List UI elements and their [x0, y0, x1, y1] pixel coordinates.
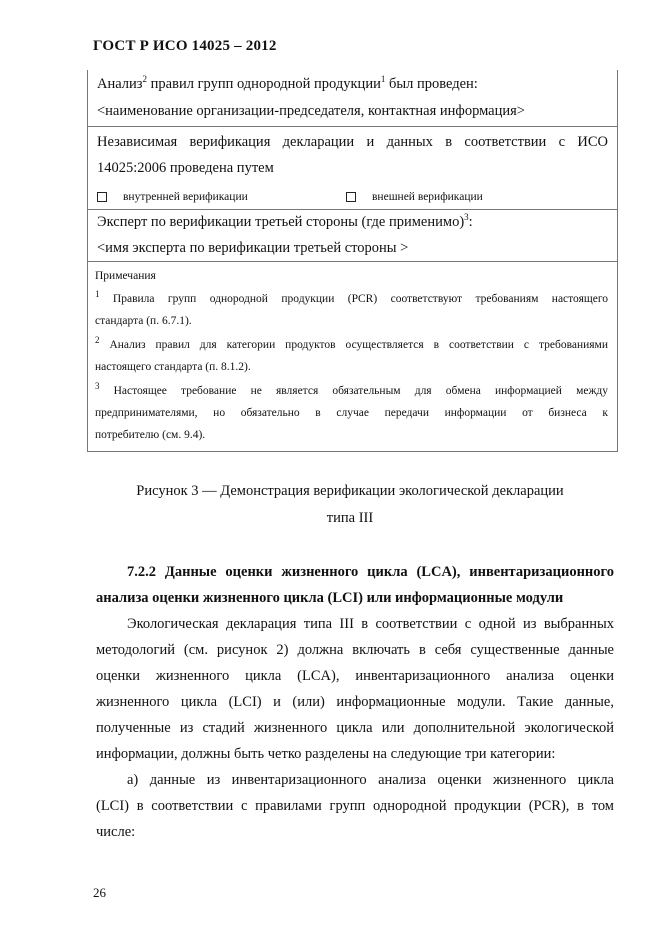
page-number: 26 — [93, 885, 106, 900]
note-3-line-1: $^3$ Настоящее требование не является обязательным для обмена информацией между — [95, 381, 608, 397]
review-line: Анализ$^2$ правил групп однородной продукции$^1$ был проведен: — [97, 74, 478, 92]
note-1-line-2: стандарта (п. 6.7.1). — [95, 315, 192, 327]
figure-caption-line-2: типа III — [326, 510, 374, 526]
figure-caption-line-1: Рисунок 3 — Демонстрация верификации экологической декларации — [136, 483, 564, 499]
expert-name-placeholder: <имя эксперта по верификации третьей стороны > — [97, 240, 409, 256]
note-3-line-3: потребителю (см. 9.4). — [95, 429, 206, 441]
notes-box — [87, 262, 618, 452]
organization-placeholder: <наименование организации-председателя, контактная информация> — [97, 103, 525, 119]
notes-title: Примечания — [95, 270, 156, 282]
internal-verification-option[interactable]: внутренней верификации — [97, 191, 248, 203]
standard-reference-line: 14025:2006 проведена путем — [97, 160, 274, 176]
note-2-line-1: $^2$ Анализ правил для категории продуктов осуществляется в соответствии с требованиями — [95, 335, 608, 351]
external-verification-option[interactable]: внешней верификации — [346, 191, 483, 203]
note-3-line-2: предпринимателями, но обязательно в случае передачи информации от бизнеса к — [95, 407, 608, 419]
external-verification-checkbox[interactable] — [346, 192, 356, 202]
verification-box-expert — [87, 210, 618, 262]
divider — [88, 126, 617, 127]
document-header: ГОСТ Р ИСО 14025 – 2012 — [93, 38, 277, 54]
paragraph-1: Экологическая декларация типа III в соответствии с одной из выбранных методологий (см. рисунок 2) должна включать в себя существенные данные оценки жизненного цикла (LCA), инвентаризационного анализа оценки жизненного цикла (LCI) и (или) информационные модули. Такие данные, полученные из стадий жизненного цикла или дополнительной экологической информации, должны быть четко разделены на следующие три категории: — [96, 616, 614, 762]
section-heading: 7.2.2 Данные оценки жизненного цикла (LCA), инвентаризационного анализа оценки жизненного цикла (LCI) или информационные модули — [96, 564, 614, 606]
verification-box-review — [87, 70, 618, 210]
paragraph-2: а) данные из инвентаризационного анализа оценки жизненного цикла (LCI) в соответствии с правилами групп однородной продукции (PCR), в том числе: — [96, 772, 614, 840]
note-1-line-1: $^1$ Правила групп однородной продукции (PCR) соответствуют требованиям настоящего — [95, 289, 608, 305]
expert-line: Эксперт по верификации третьей стороны (где применимо)$^3$: — [97, 212, 473, 230]
internal-verification-checkbox[interactable] — [97, 192, 107, 202]
note-2-line-2: настоящего стандарта (п. 8.1.2). — [95, 361, 251, 373]
independent-verification-line: Независимая верификация декларации и данных в соответствии с ИСО — [97, 134, 608, 150]
